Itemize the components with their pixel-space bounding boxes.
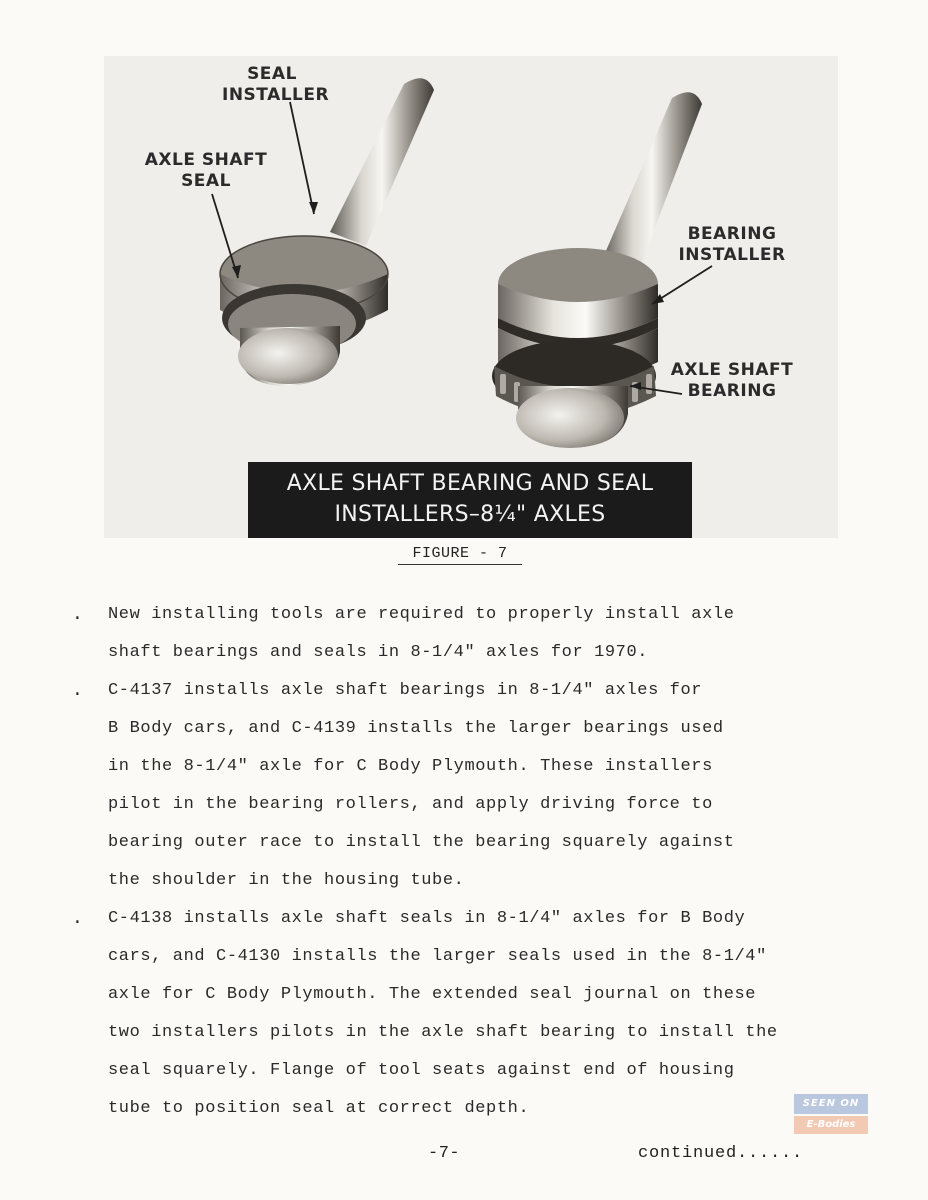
- figure-label: FIGURE - 7: [398, 544, 522, 565]
- caption-line-2: INSTALLERS–8¼" AXLES: [334, 502, 606, 527]
- seal-installer-callout: SEAL INSTALLER: [222, 64, 330, 105]
- bullet-marker: .: [72, 909, 83, 929]
- page-number: -7-: [428, 1144, 461, 1163]
- bullet-text: New installing tools are required to properly install axle shaft bearings and seals in 8-1/4" axles for 1970.: [108, 605, 735, 662]
- bullet-marker: .: [72, 605, 83, 625]
- bullet-text: C-4137 installs axle shaft bearings in 8-1/4" axles for B Body cars, and C-4139 installs the larger bearings used in the 8-1/4" axle for C Body Plymouth. These installers pilot in the bearing rollers, and apply driving force to bearing outer race to install the bearing squarely against the shoulder in the housing tube.: [108, 681, 735, 890]
- watermark-line-2: E-Bodies: [794, 1116, 868, 1134]
- watermark-line-1: SEEN ON: [794, 1094, 868, 1114]
- bullet-list: [72, 596, 872, 1128]
- seal-installer-handle: [330, 78, 434, 246]
- list-item: [72, 596, 872, 672]
- figure-photo: [104, 56, 838, 538]
- bearing-installer-pilot-face: [516, 388, 624, 448]
- bearing-installer-callout: BEARING INSTALLER: [678, 224, 786, 265]
- list-item: [72, 900, 872, 1128]
- axle-shaft-seal-callout: AXLE SHAFT SEAL: [144, 150, 268, 191]
- figure-caption-box: [248, 462, 692, 538]
- bullet-marker: .: [72, 681, 83, 701]
- axle-shaft-bearing-callout: AXLE SHAFT BEARING: [670, 360, 794, 401]
- continued-note: continued......: [638, 1144, 804, 1163]
- seal-installer-pilot-face: [238, 328, 338, 384]
- watermark-logo: [794, 1094, 868, 1140]
- bullet-text: C-4138 installs axle shaft seals in 8-1/4" axles for B Body cars, and C-4130 installs the larger seals used in the 8-1/4" axle for C Body Plymouth. The extended seal journal on these two installers pilots in the axle shaft bearing to install the seal squarely. Flange of tool seats against end of housing tube to position seal at correct depth.: [108, 909, 778, 1118]
- list-item: [72, 672, 872, 900]
- seal-installer-leader: [290, 102, 314, 214]
- caption-line-1: AXLE SHAFT BEARING AND SEAL: [286, 471, 654, 496]
